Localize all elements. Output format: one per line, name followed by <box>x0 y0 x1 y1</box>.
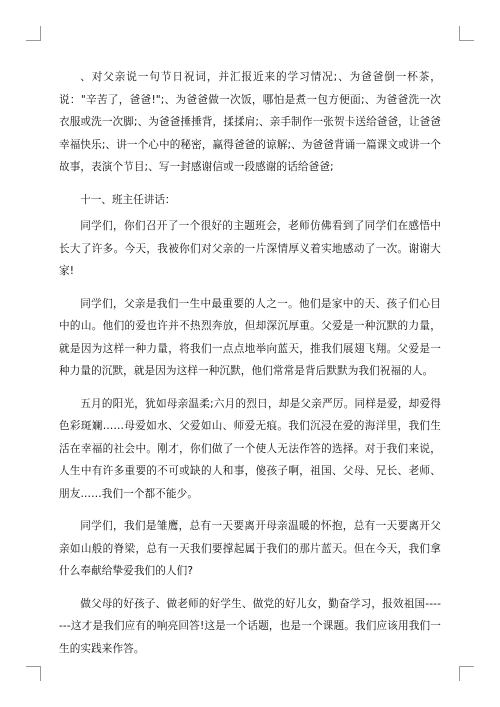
section-heading: 十一、班主任讲话： <box>80 193 176 206</box>
document-page <box>59 66 441 670</box>
paragraph-sunlight: 五月的阳光，犹如母亲温柔;六月的烈日，却是父亲严厉。同样是爱，却爱得色彩斑斓……母爱如水、父爱如山、师爱无痕。我们沉浸在爱的海洋里，我们生活在幸福的社会中。刚才，你们做了一个使人无法作答的选择。对于我们来说，人生中有许多重要的不可或缺的人和事，傻孩子啊，祖国、父母、兄长、老师、朋友……我们一个都不能少。 <box>59 397 441 500</box>
paragraph-opening: 同学们，你们召开了一个很好的主题班会，老师仿佛看到了同学们在感悟中长大了许多。今天，我被你们对父亲的一片深情厚义着实地感动了一次。谢谢大家! <box>59 220 441 277</box>
crop-mark-bottom-right <box>459 666 474 681</box>
paragraph-activity-list: 、对父亲说一句节日祝词，并汇报近来的学习情况;、为爸爸倒一杯茶，说："辛苦了，爸爸!";、为爸爸做一次饭，哪怕是煮一包方便面;、为爸爸洗一次衣服或洗一次脚;、为爸爸捶捶背，揉揉肩;、亲手制作一张贺卡送给爸爸，让爸爸幸福快乐;、讲一个心中的秘密，赢得爸爸的谅解;、为爸爸背诵一篇课文或讲一个故事，表演个节目;、写一封感谢信或一段感谢的话给爸爸; <box>59 71 441 173</box>
crop-mark-top-right <box>459 26 474 41</box>
paragraph-father-love: 同学们，父亲是我们一生中最重要的人之一。他们是家中的天、孩子们心目中的山。他们的爱也许并不热烈奔放，但却深沉厚重。父爱是一种沉默的力量，就是因为这样一种力量，将我们一点点地举向蓝天，推我们展翅飞翔。父爱是一种力量的沉默，就是因为这样一种沉默，他们常常是背后默默为我们祝福的人。 <box>59 297 441 377</box>
paragraph-closing: 做父母的好孩子、做老师的好学生、做党的好儿女，勤奋学习，报效祖国-------这才是我们应有的响亮回答!这是一个话题，也是一个课题。我们应该用我们一生的实践来作答。 <box>59 597 441 655</box>
crop-mark-top-left <box>26 26 41 41</box>
crop-mark-bottom-left <box>26 666 41 681</box>
paragraph-eaglets: 同学们，我们是雏鹰，总有一天要离开母亲温暖的怀抱，总有一天要离开父亲如山般的脊梁，总有一天我们要撑起属于我们的那片蓝天。但在今天，我们拿什么奉献给挚爱我们的人们? <box>59 520 441 577</box>
